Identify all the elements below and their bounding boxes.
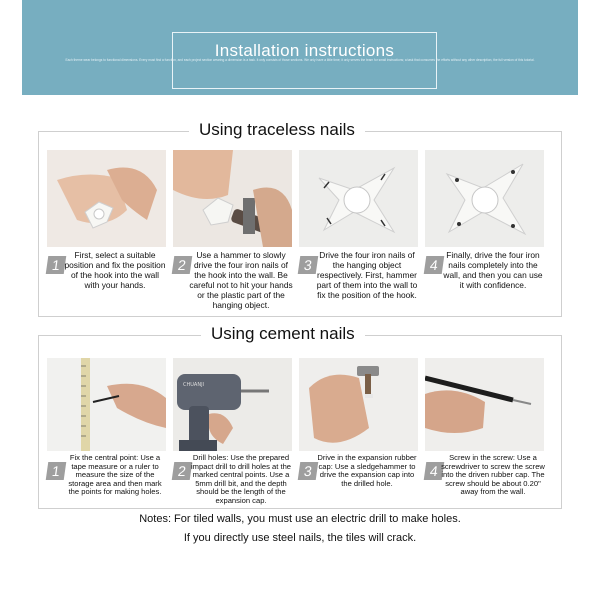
cement-step-4: [425, 358, 544, 508]
step-number-badge: 3: [298, 462, 319, 480]
four-nail-hook-photo: [299, 150, 418, 247]
traceless-step-1: [47, 150, 166, 318]
hammer-driving-nail-photo: [173, 150, 292, 247]
impact-drill-photo: [173, 358, 292, 451]
header-subtitle: Each theme wear belongs to functional dimensions. Every must find a function, and each project section wearing a dimension is a task. It only consists of those sections. We only have a little time; it only serves the team for small instructions; a task that consumes the efforts without any other description, the full version of this tutorial.: [65, 58, 535, 62]
hook-installed-photo: [425, 150, 544, 247]
step-number-badge: 1: [46, 462, 67, 480]
step-description: Drive in the expansion rubber cap: Use a sledgehammer to drive the expansion cap into the drilled hole.: [317, 453, 417, 488]
rubber-cap-photo: [299, 358, 418, 451]
step-description: Fix the central point: Use a tape measure or a ruler to measure the size of the storage area and then mark the points for making holes.: [68, 453, 162, 497]
notes-line-2: If you directly use steel nails, the tiles will crack.: [183, 532, 417, 544]
cement-nails-section: [38, 324, 562, 509]
step-number-badge: 3: [298, 256, 319, 274]
screwdriver-photo: [425, 358, 544, 451]
step-description: Use a hammer to slowly drive the four iron nails of the hook into the wall. Be careful not to hit your hands or the plastic part of the hanging object.: [189, 250, 293, 310]
cement-step-1: [47, 358, 166, 508]
tape-measure-photo: [47, 358, 166, 451]
step-number-badge: 1: [46, 256, 67, 274]
traceless-step-2: [173, 150, 292, 318]
page-title: Installation instructions: [214, 41, 395, 60]
step-description: Drive the four iron nails of the hanging object respectively. First, hammer part of them into the wall to fix the position of the hook.: [316, 250, 418, 300]
step-number-badge: 4: [424, 256, 445, 274]
step-number-badge: 4: [424, 462, 445, 480]
svg-text:CHUANJI: CHUANJI: [183, 382, 205, 388]
traceless-nails-section: [38, 120, 562, 317]
hand-holding-hook-photo: [47, 150, 166, 247]
cement-step-2: [173, 358, 292, 508]
traceless-step-3: [299, 150, 418, 318]
notes-line-1: Notes: For tiled walls, you must use an electric drill to make holes.: [139, 513, 461, 525]
header-banner: [22, 0, 578, 95]
traceless-step-4: [425, 150, 544, 318]
step-description: Screw in the screw: Use a screwdriver to screw the screw into the driven rubber cap. The screw should be about 0.20" away from the wall.: [441, 453, 545, 497]
step-number-badge: 2: [172, 462, 193, 480]
step-description: Drill holes: Use the prepared impact drill to drill holes at the marked central points. Use a 5mm drill bit, and the depth should be the length of the expansion cap.: [190, 453, 292, 505]
step-number-badge: 2: [172, 256, 193, 274]
installation-notes: [60, 510, 540, 548]
section-title-traceless: Using traceless nails: [189, 120, 365, 140]
step-description: First, select a suitable position and fix the position of the hook into the wall with your hands.: [64, 250, 166, 290]
cement-step-3: [299, 358, 418, 508]
step-description: Finally, drive the four iron nails completely into the wall, and then you can use it with confidence.: [443, 250, 543, 290]
section-title-cement: Using cement nails: [201, 324, 365, 344]
